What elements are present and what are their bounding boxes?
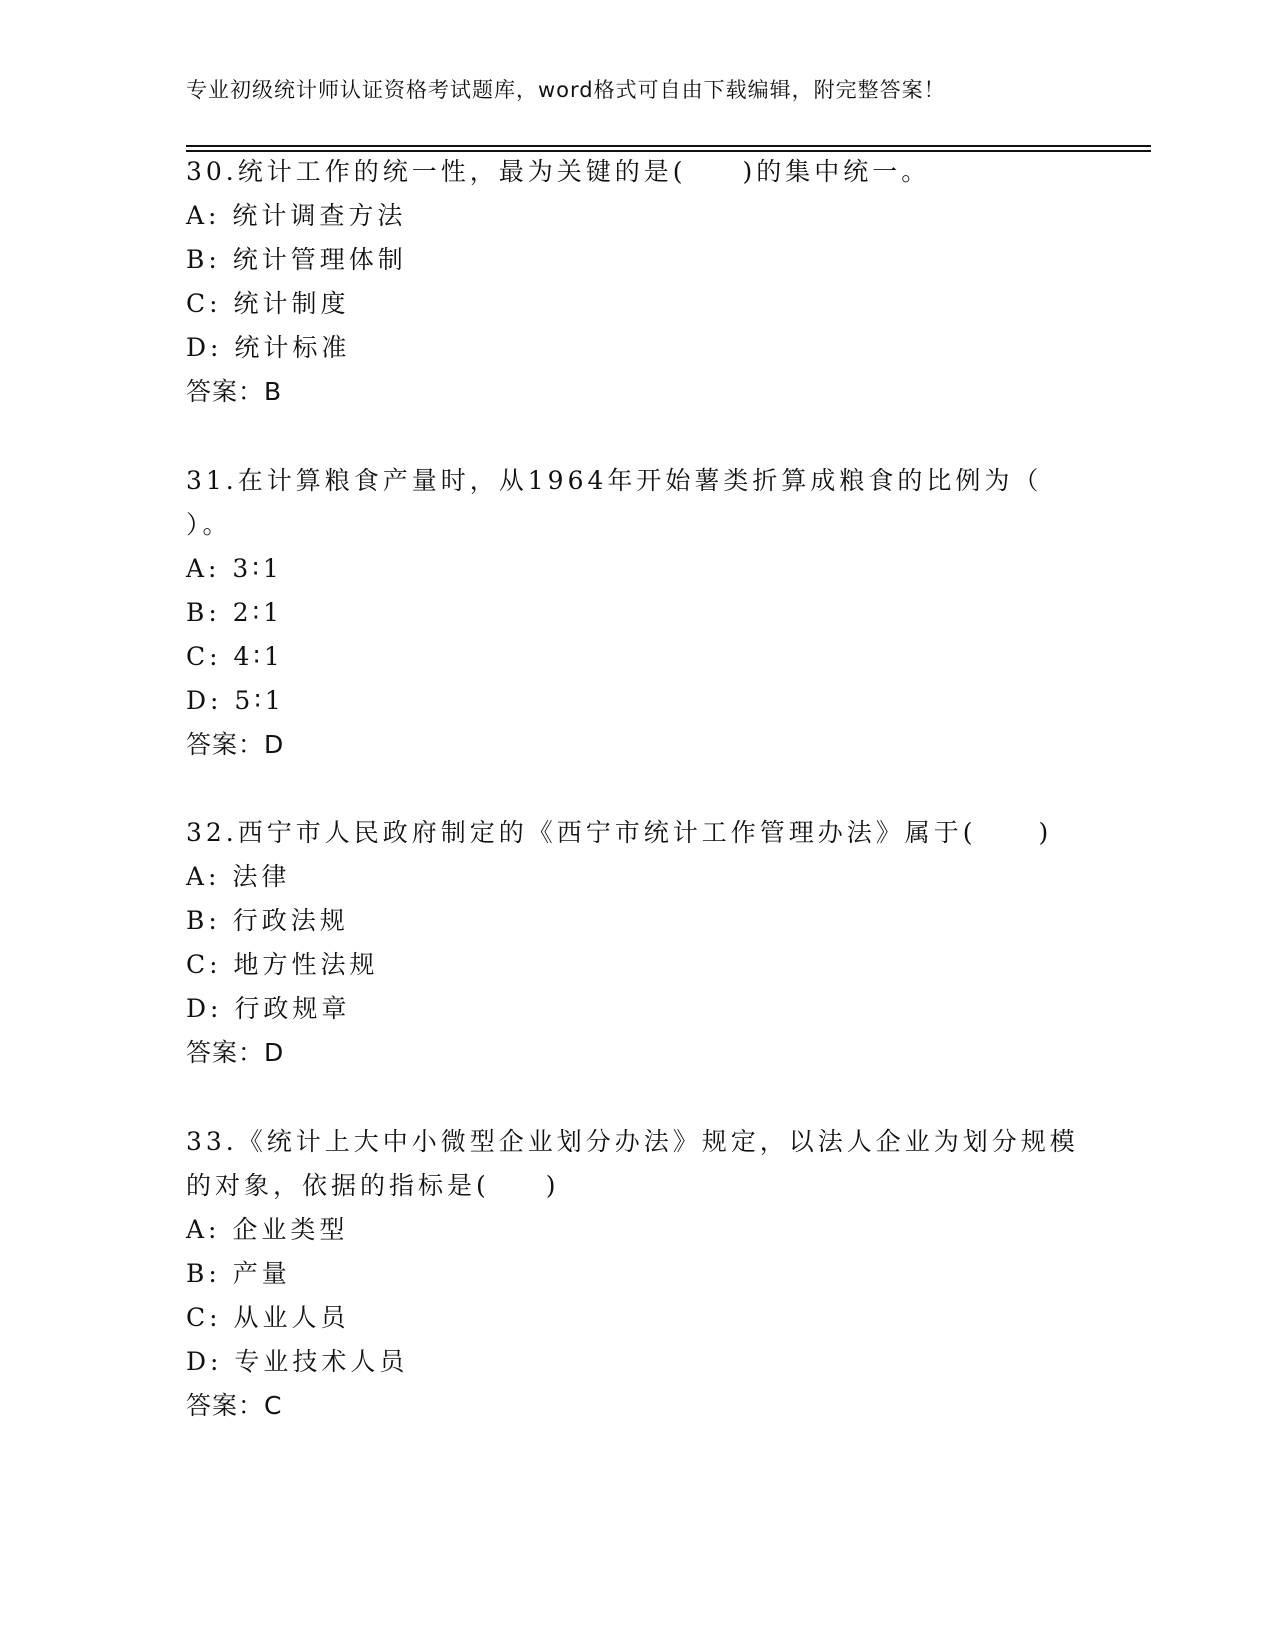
question-33-option-d: D: 专业技术人员 [186,1347,409,1376]
question-30-option-a: A: 统计调查方法 [186,201,407,230]
question-33-answer: 答案：C [186,1391,283,1420]
question-33-stem-line2-end: ) [545,1171,560,1200]
question-31-stem-line2: ）。 [186,510,232,539]
question-31-answer: 答案：D [186,730,285,759]
question-31-stem-line1: 31.在计算粮食产量时，从1964年开始薯类折算成粮食的比例为（ [186,466,1043,495]
question-31-option-d: D: 5∶1 [186,686,285,715]
question-30-answer: 答案：B [186,377,283,406]
question-32-stem-start: 32.西宁市人民政府制定的《西宁市统计工作管理办法》属于( [186,818,977,847]
header-rule-top [186,145,1151,147]
question-32-stem-end: ) [1038,818,1053,847]
question-31-option-a: A: 3∶1 [186,554,283,583]
question-32-option-a: A: 法律 [186,862,291,891]
question-30-stem-end: )的集中统一。 [742,157,931,186]
question-30-option-b: B: 统计管理体制 [186,245,407,274]
question-30-stem [186,156,930,188]
header-rule-bottom [186,150,1151,152]
question-31-option-b: B: 2∶1 [186,598,284,627]
question-32-option-c: C: 地方性法规 [186,950,379,979]
question-32-stem [186,817,1052,849]
question-33-option-c: C: 从业人员 [186,1303,350,1332]
question-33-stem-line2 [186,1170,560,1202]
question-33-stem-line1: 33.《统计上大中小微型企业划分办法》规定，以法人企业为划分规模 [186,1127,1079,1156]
question-33-option-b: B: 产量 [186,1259,291,1288]
question-33-option-a: A: 企业类型 [186,1215,349,1244]
question-32-answer: 答案：D [186,1038,285,1067]
question-30-stem-start: 30.统计工作的统一性，最为关键的是( [186,157,687,186]
question-31-option-c: C: 4∶1 [186,642,284,671]
question-33-stem-line2-start: 的对象，依据的指标是( [186,1171,490,1200]
question-32-option-d: D: 行政规章 [186,994,351,1023]
document-header: 专业初级统计师认证资格考试题库，word格式可自由下载编辑，附完整答案！ [186,78,946,102]
question-32-option-b: B: 行政法规 [186,906,349,935]
question-30-option-c: C: 统计制度 [186,289,350,318]
question-30-option-d: D: 统计标准 [186,333,351,362]
